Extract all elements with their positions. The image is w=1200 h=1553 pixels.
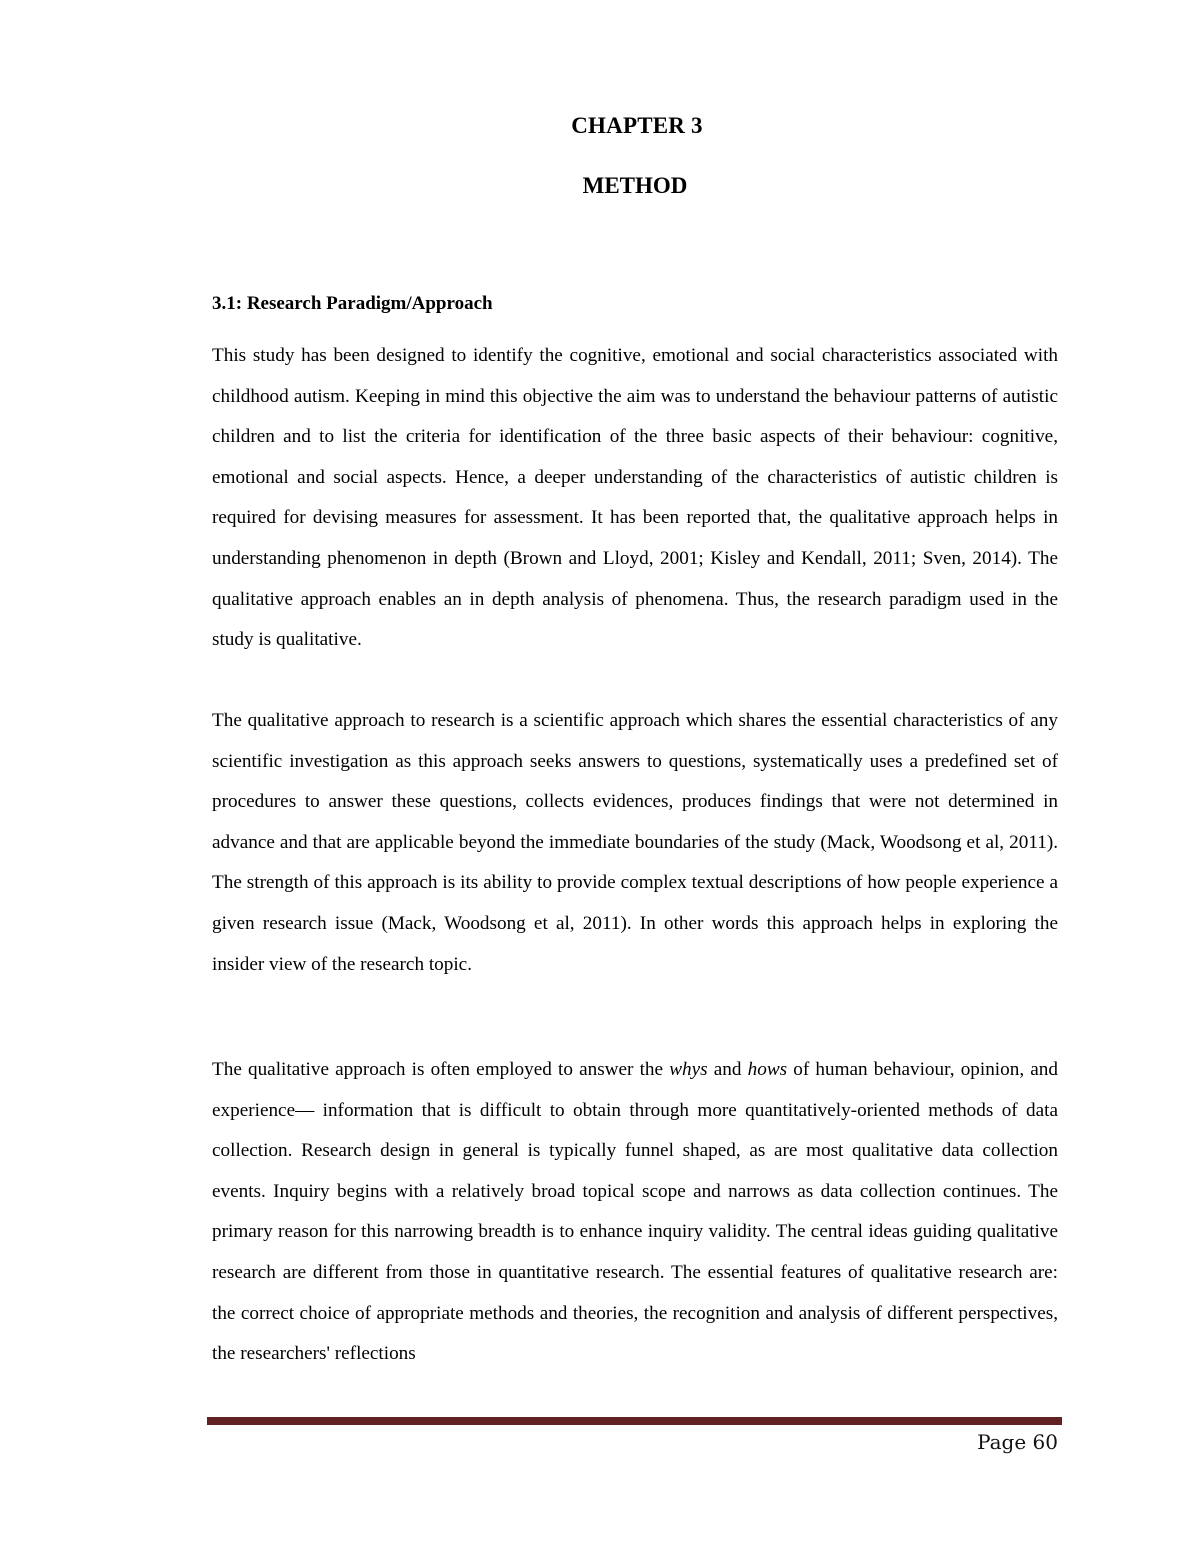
paragraph-text: The qualitative approach to research is a scientific approach which shares the essential characteristics of any scientific investigation as this approach seeks answers to questions, systematically uses a predefined set of procedures to answer these questions, collects evidences, produces findings that were not determined in advance and that are applicable beyond the immediate boundaries of the study (Mack, Woodsong et al, 2011). The strength of this approach is its ability to provide complex textual descriptions of how people experience a given research issue (Mack, Woodsong et al, 2011). In other words this approach helps in exploring the insider view of the research topic. — [212, 710, 1058, 975]
page-number: Page 60 — [977, 1430, 1058, 1454]
paragraph-text-part: of human behaviour, opinion, and experience— information that is difficult to obtain through more quantitatively-oriented methods of data collection. Research design in general is typically funnel shaped, as are most qualitative data collection events. Inquiry begins with a relatively broad topical scope and narrows as data collection continues. The primary reason for this narrowing breadth is to enhance inquiry validity. The central ideas guiding qualitative research are different from those in quantitative research. The essential features of qualitative research are: the correct choice of appropriate methods and theories, the recognition and analysis of different perspectives, the researchers' reflections — [212, 1059, 1058, 1365]
chapter-title: METHOD — [582, 173, 688, 198]
section-heading: 3.1: Research Paradigm/Approach — [212, 293, 493, 314]
chapter-label: CHAPTER 3 — [571, 113, 703, 138]
paragraph-text — [212, 1050, 1058, 1375]
paragraph-1 — [212, 336, 1058, 668]
paragraph-2 — [212, 701, 1058, 992]
paragraph-text-part: The qualitative approach is often employed to answer the — [212, 1059, 670, 1080]
paragraph-3 — [212, 1050, 1058, 1382]
footer-divider — [207, 1417, 1062, 1425]
paragraph-text: This study has been designed to identify the cognitive, emotional and social characteristics associated with childhood autism. Keeping in mind this objective the aim was to understand the behaviour patterns of autistic children and to list the criteria for identification of the three basic aspects of their behaviour: cognitive, emotional and social aspects. Hence, a deeper understanding of the characteristics of autistic children is required for devising measures for assessment. It has been reported that, the qualitative approach helps in understanding phenomenon in depth (Brown and Lloyd, 2001; Kisley and Kendall, 2011; Sven, 2014). The qualitative approach enables an in depth analysis of phenomena. Thus, the research paradigm used in the study is qualitative. — [212, 345, 1058, 651]
emphasis-whys: whys — [669, 1059, 708, 1080]
emphasis-hows: hows — [747, 1059, 788, 1080]
paragraph-text-part: and — [707, 1059, 748, 1080]
